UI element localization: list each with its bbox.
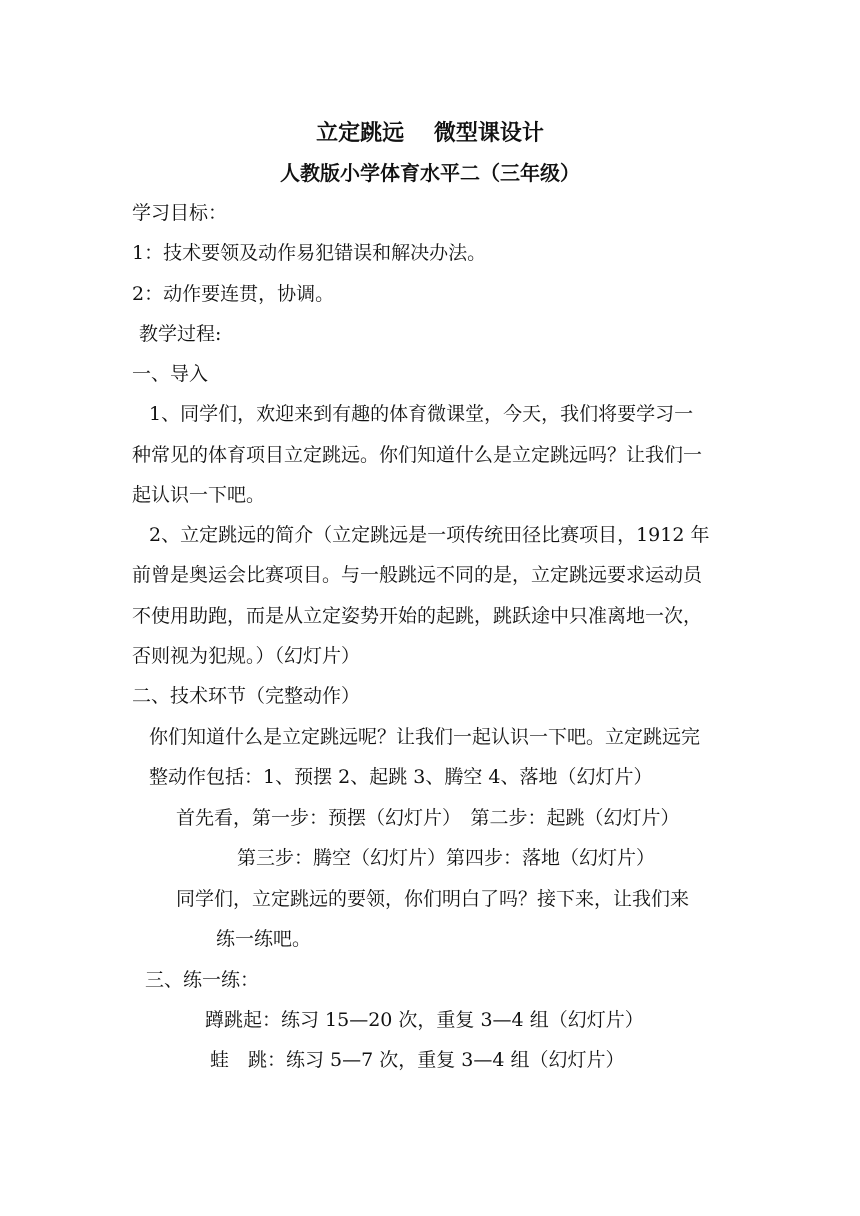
- paragraph-line: 不使用助跑，而是从立定姿势开始的起跳，跳跃途中只准离地一次，: [132, 605, 703, 627]
- goal-2: 2：动作要连贯，协调。: [132, 283, 335, 305]
- exercise-item: 蛙 跳：练习 5—7 次，重复 3—4 组（幻灯片）: [210, 1049, 625, 1071]
- paragraph-line: 你们知道什么是立定跳远呢？让我们一起认识一下吧。立定跳远完: [149, 726, 701, 748]
- paragraph-line: 前曾是奥运会比赛项目。与一般跳远不同的是，立定跳远要求运动员: [132, 564, 703, 586]
- goal-1: 1：技术要领及动作易犯错误和解决办法。: [132, 242, 487, 264]
- paragraph-line: 种常见的体育项目立定跳远。你们知道什么是立定跳远吗？让我们一: [132, 444, 703, 466]
- section-1-heading: 一、导入: [132, 363, 209, 385]
- paragraph-line: 练一练吧。: [216, 928, 312, 950]
- learning-goals-heading: 学习目标：: [132, 202, 228, 224]
- paragraph-line: 1、同学们，欢迎来到有趣的体育微课堂，今天，我们将要学习一: [149, 403, 694, 425]
- paragraph-line: 整动作包括：1、预摆 2、起跳 3、腾空 4、落地（幻灯片）: [149, 766, 653, 788]
- teaching-process-heading: 教学过程:: [139, 323, 222, 345]
- exercise-item: 蹲跳起：练习 15—20 次，重复 3—4 组（幻灯片）: [205, 1009, 644, 1031]
- section-2-heading: 二、技术环节（完整动作）: [132, 685, 361, 707]
- paragraph-line: 起认识一下吧。: [132, 484, 266, 506]
- paragraph-line: 第三步：腾空（幻灯片）第四步：落地（幻灯片）: [237, 847, 656, 869]
- paragraph-line: 同学们，立定跳远的要领，你们明白了吗？接下来，让我们来: [176, 888, 690, 910]
- document-subtitle: 人教版小学体育水平二（三年级）: [280, 161, 580, 185]
- paragraph-line: 否则视为犯规。）（幻灯片）: [132, 645, 361, 667]
- paragraph-line: 首先看，第一步：预摆（幻灯片） 第二步：起跳（幻灯片）: [176, 807, 680, 829]
- paragraph-line: 2、立定跳远的简介（立定跳远是一项传统田径比赛项目，1912 年: [149, 524, 710, 546]
- section-3-heading: 三、练一练：: [145, 969, 260, 991]
- document-title: 立定跳远 微型课设计: [316, 121, 544, 146]
